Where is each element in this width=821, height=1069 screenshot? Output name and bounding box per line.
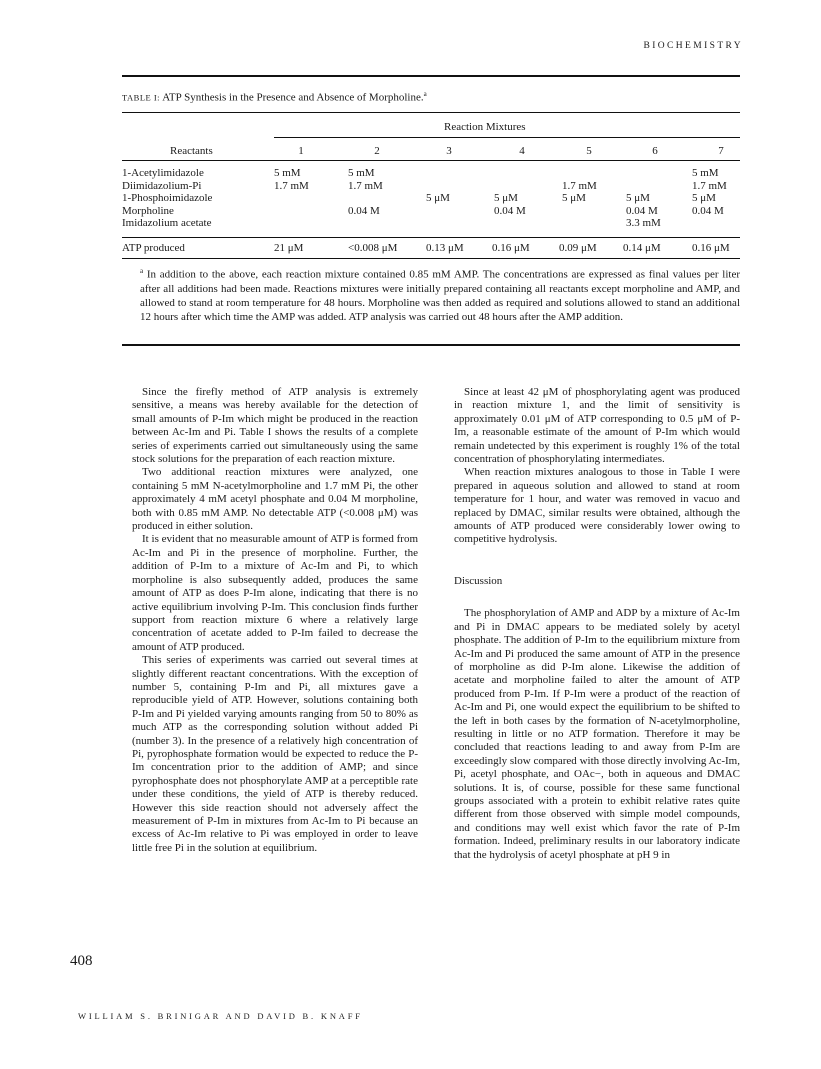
column-header-row bbox=[122, 145, 740, 158]
paragraph: Two additional reaction mixtures were analyzed, one containing 5 mM N-acetylmorpholine and 1.7 mM Pi, the other approximately 4 mM acetyl phosphate and 0.04 M morpholine, both with 0.85 mM AMP. No detectable ATP (<0.008 μM) was produced in either solution. bbox=[132, 466, 418, 533]
table-cell: 5 mM bbox=[274, 167, 301, 179]
table-cell: 1.7 mM bbox=[562, 179, 597, 192]
table-cell: 1.7 mM bbox=[348, 179, 383, 192]
table-end-rule bbox=[122, 344, 740, 346]
right-column bbox=[454, 386, 740, 862]
result-cell: 0.16 μM bbox=[692, 242, 730, 254]
table-row bbox=[122, 180, 740, 193]
row-label: Diimidazolium-Pi bbox=[122, 179, 202, 192]
table-row bbox=[122, 167, 740, 180]
table-footnote bbox=[140, 264, 740, 324]
table-row bbox=[122, 217, 740, 230]
row-label: Morpholine bbox=[122, 204, 174, 217]
paragraph: It is evident that no measurable amount of ATP is formed from Ac-Im and Pi in the presence of morpholine. Further, the addition of P-Im to a mixture of Ac-Im and Pi, to which morpholine is also subsequently added, produces the same amount of ATP as does P-Im alone, indicating that there is no active equilibrium involving P-Im. This conclusion finds further support from reaction mixture 6 where a relatively large concentration of acetate added to P-Im failed to decrease the amount of ATP produced. bbox=[132, 533, 418, 653]
table-row bbox=[122, 192, 740, 205]
table-bottom-rule bbox=[122, 258, 740, 259]
table-cell: 5 mM bbox=[692, 167, 719, 179]
col-header: 4 bbox=[519, 145, 525, 157]
section-heading: Discussion bbox=[454, 574, 503, 587]
result-cell: 0.13 μM bbox=[426, 242, 464, 254]
footnote-mark: a bbox=[140, 267, 144, 275]
table-cell: 5 μM bbox=[494, 192, 518, 205]
running-footer-authors: WILLIAM S. BRINIGAR AND DAVID B. KNAFF bbox=[78, 1011, 363, 1021]
table-cell: 5 mM bbox=[348, 167, 375, 179]
result-row bbox=[122, 242, 740, 255]
table-top-rule bbox=[122, 112, 740, 113]
reactants-header: Reactants bbox=[170, 145, 213, 157]
result-cell: 0.14 μM bbox=[623, 242, 661, 254]
result-cell: 21 μM bbox=[274, 242, 304, 254]
table-label: TABLE I: bbox=[122, 92, 161, 103]
col-header: 6 bbox=[652, 145, 658, 157]
paragraph: The phosphorylation of AMP and ADP by a mixture of Ac-Im and Pi in DMAC appears to be mediated solely by acetyl phosphate. The addition of P-Im to the equilibrium mixture from Ac-Im and Pi produced the same amount of ATP in the presence of morpholine as did P-Im alone. Likewise the addition of acetate and morpholine failed to alter the amount of ATP produced from P-Im. If P-Im were a product of the reaction of Ac-Im and Pi, one would expect the equilibrium to be shifted to the left in both cases by the formation of N-acetylmorpholine, resulting in little or no ATP formation. Therefore it may be concluded that reactions leading to and away from P-Im are exceedingly slow compared with those directly involving Ac-Im, Pi, acetyl phosphate, and OAc−, both in aqueous and DMAC solutions. It is, of course, possible for these same functional groups associated with a protein to exhibit relative rates quite different from those observed with simple model compounds, and conditions may well exist which favor the rate of P-Im formation. Indeed, preliminary results in our laboratory indicate that the hydrolysis of acetyl phosphate at pH 9 in bbox=[454, 607, 740, 861]
table-cell: 1.7 mM bbox=[692, 179, 727, 192]
table-cell: 0.04 M bbox=[692, 204, 724, 217]
table-row bbox=[122, 205, 740, 218]
table-cell: 0.04 M bbox=[494, 204, 526, 217]
paragraph: Since the firefly method of ATP analysis is extremely sensitive, a means was hereby available for the detection of small amounts of P-Im which might be produced in the reaction between Ac-Im and Pi. Table I shows the results of a complete series of experiments carried out simultaneously using the same stock solutions for the preparation of each reaction mixture. bbox=[132, 386, 418, 466]
paragraph: This series of experiments was carried out several times at slightly different reactant concentrations. With the exception of number 5, containing P-Im and Pi, all mixtures gave a reproducible yield of ATP. However, solutions containing both P-Im and Pi yielded varying amounts ranging from 50 to 80% as much ATP as the corresponding solution without added Pi (number 3). In the presence of a relatively high concentration of Pi, pyrophosphate formation would be expected to reduce the P-Im concentration prior to the addition of AMP; and since pyrophosphate does not phosphorylate AMP at a perceptible rate under these conditions, the yield of ATP is thereby reduced. However this side reaction should not adversely affect the measurement of P-Im in mixtures from Ac-Im to Pi because an excess of Ac-Im relative to Pi was employed in order to leave little free Pi in the solution at equilibrium. bbox=[132, 654, 418, 854]
table-cell: 0.04 M bbox=[626, 204, 658, 217]
footnote-text: In addition to the above, each reaction mixture contained 0.85 mM AMP. The concentrations are expressed as final values per liter after all additions had been made. Reactions mixtures were initially prepared containing all reactants except morpholine and AMP, and allowed to stand at room temperature for 48 hours. Morpholine was then added as required and solutions allowed to stand an additional 12 hours after which time the AMP was added. ATP analysis was carried out 48 hours after the AMP addition. bbox=[140, 268, 740, 324]
table-title-mark: a bbox=[423, 90, 427, 98]
col-header: 1 bbox=[298, 145, 304, 157]
table-title: ATP Synthesis in the Presence and Absence of Morpholine. bbox=[162, 91, 424, 104]
row-label: Imidazolium acetate bbox=[122, 217, 212, 230]
page-number: 408 bbox=[70, 953, 93, 969]
result-cell: 0.16 μM bbox=[492, 242, 530, 254]
journal-header: BIOCHEMISTRY bbox=[643, 41, 743, 51]
group-rule bbox=[274, 137, 740, 138]
col-header: 3 bbox=[446, 145, 452, 157]
row-label: 1-Acetylimidazole bbox=[122, 167, 204, 179]
result-top-rule bbox=[122, 237, 740, 238]
result-cell: 0.09 μM bbox=[559, 242, 597, 254]
table-caption bbox=[122, 90, 427, 104]
col-header: 5 bbox=[586, 145, 592, 157]
paragraph: When reaction mixtures analogous to those in Table I were prepared in aqueous solution and allowed to stand at room temperature for 1 hour, and water was removed in vacuo and replaced by DMAC, similar results were obtained, although the amounts of ATP produced were considerably lower owing to competitive hydrolysis. bbox=[454, 466, 740, 546]
table-cell: 5 μM bbox=[692, 192, 716, 205]
table-cell: 5 μM bbox=[626, 192, 650, 205]
table-cell: 0.04 M bbox=[348, 204, 380, 217]
result-cell: <0.008 μM bbox=[348, 242, 398, 254]
paragraph: Since at least 42 μM of phosphorylating agent was produced in reaction mixture 1, and the limit of sensitivity is approximately 0.01 μM of ATP corresponding to 0.5 μM of P-Im, a reasonable estimate of the amount of P-Im which would remain undetected by this experiment is roughly 1% of the total concentration of phosphorylating intermediates. bbox=[454, 386, 740, 466]
table-cell: 5 μM bbox=[562, 192, 586, 205]
top-rule bbox=[122, 75, 740, 77]
table-cell: 1.7 mM bbox=[274, 179, 309, 192]
row-label: 1-Phosphoimidazole bbox=[122, 192, 213, 205]
row-label: ATP produced bbox=[122, 242, 185, 254]
col-header: 7 bbox=[718, 145, 724, 157]
left-column bbox=[132, 386, 418, 855]
table-cell: 5 μM bbox=[426, 192, 450, 205]
table-cell: 3.3 mM bbox=[626, 217, 661, 230]
group-header: Reaction Mixtures bbox=[444, 121, 526, 133]
header-rule bbox=[122, 160, 740, 161]
col-header: 2 bbox=[374, 145, 380, 157]
